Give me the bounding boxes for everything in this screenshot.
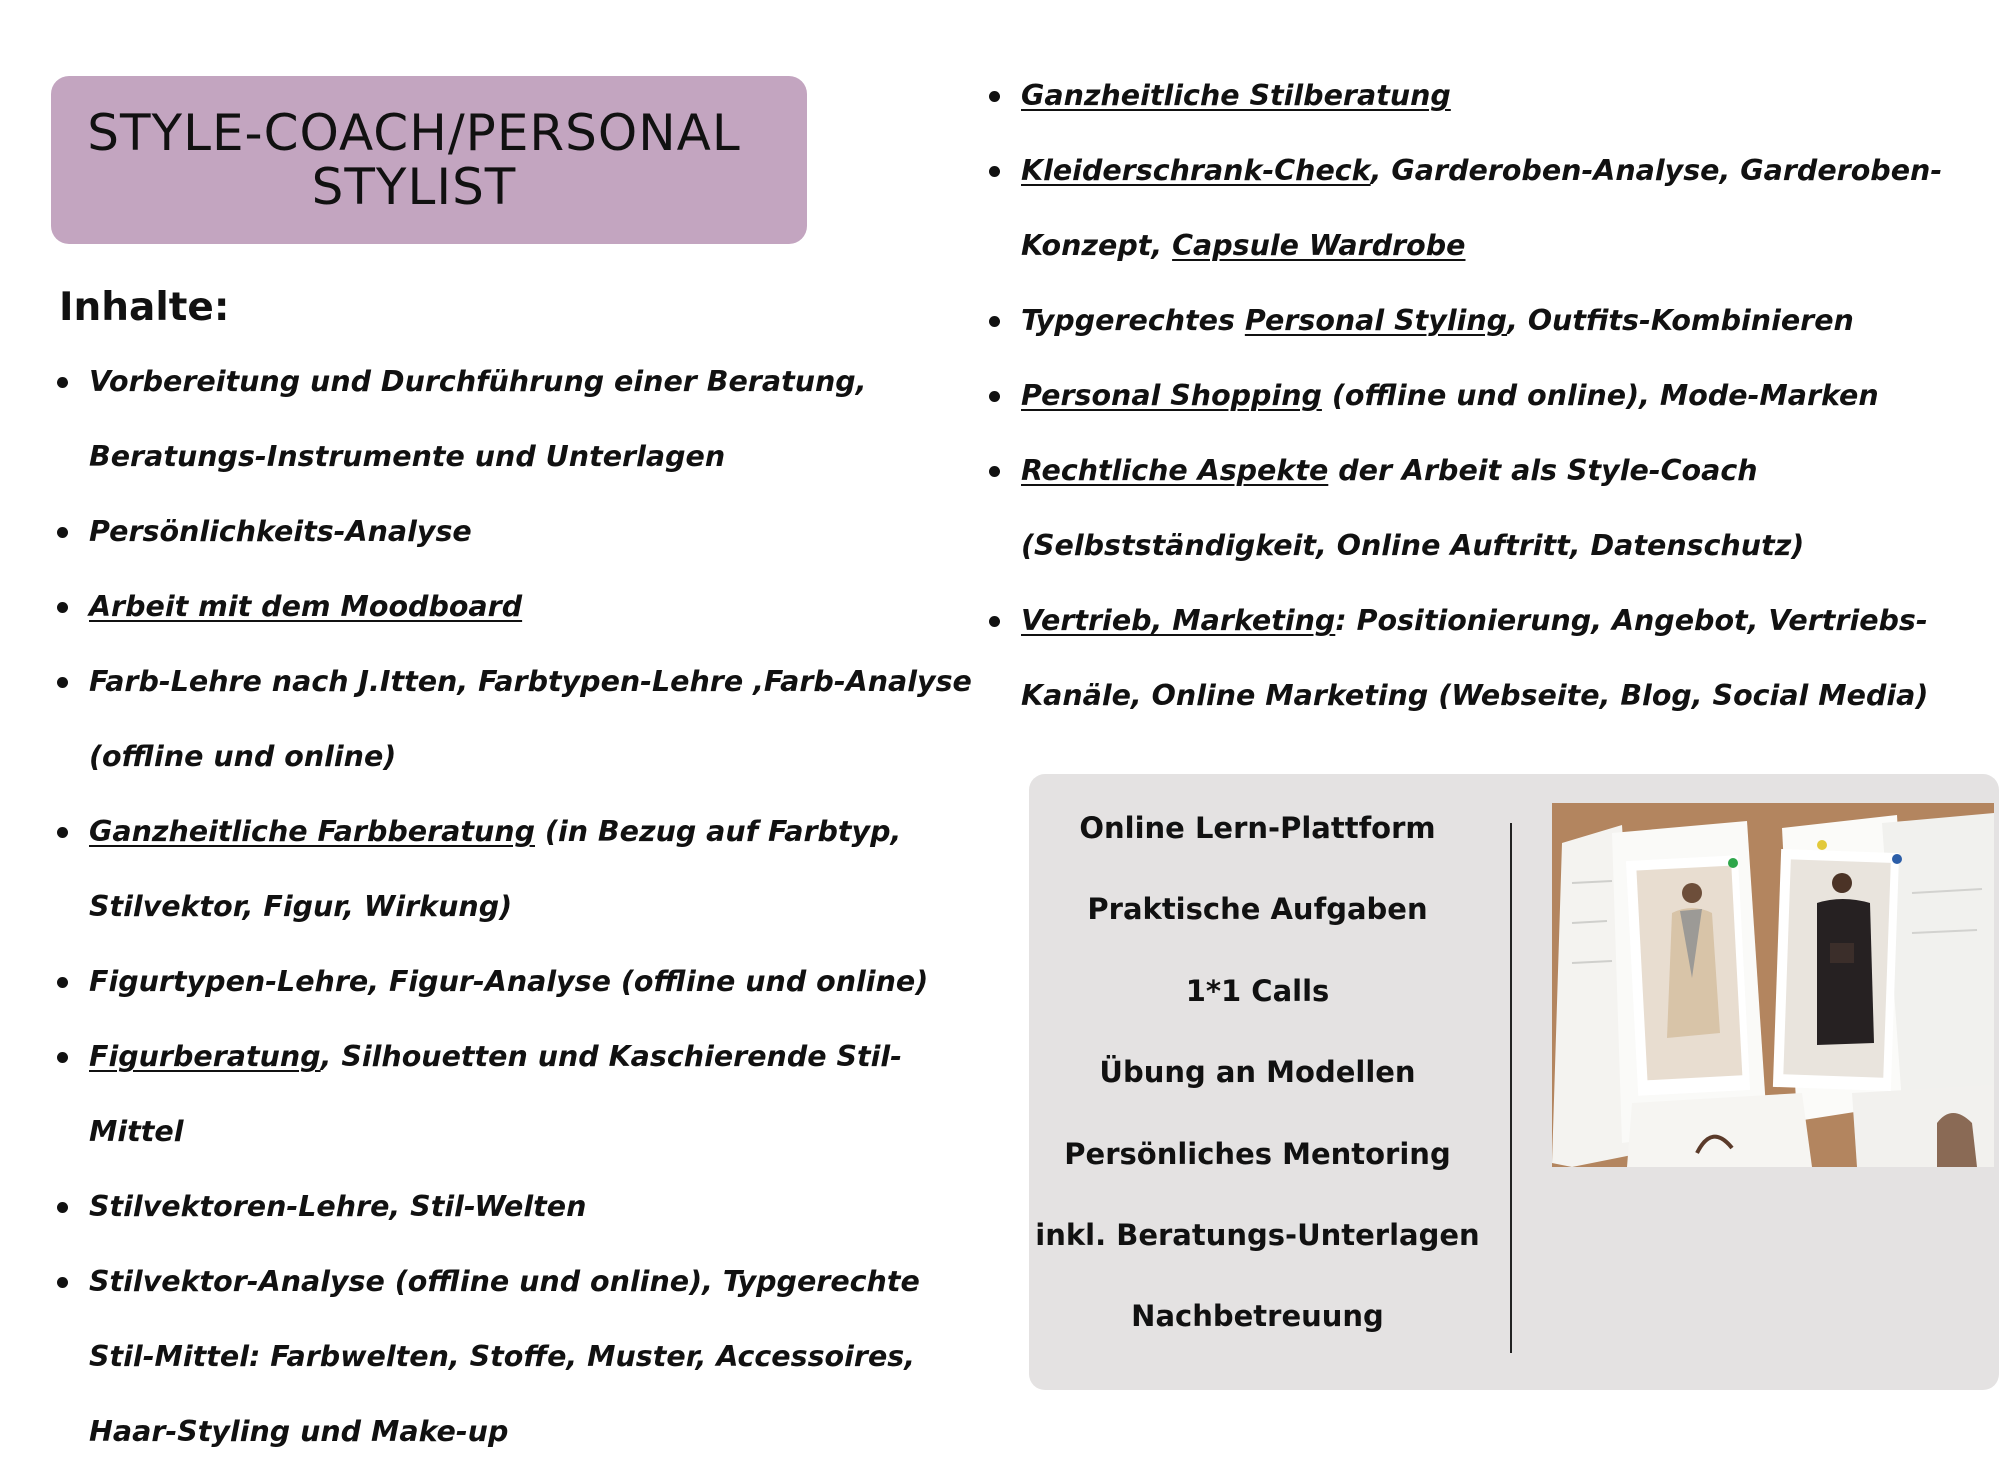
feature-item: Persönliches Mentoring [1064, 1136, 1451, 1171]
title-line-2: STYLIST [311, 158, 517, 216]
list-item [1021, 358, 1981, 433]
feature-item: Online Lern-Plattform [1079, 811, 1436, 845]
bullet-icon [57, 977, 68, 988]
bullet-icon [989, 166, 1000, 177]
list-item [89, 569, 979, 644]
bullet-icon [989, 466, 1000, 477]
bullet-icon [57, 602, 68, 613]
list-item-emphasis: Arbeit mit dem Moodboard [89, 590, 523, 623]
list-item [89, 644, 979, 794]
contents-heading: Inhalte: [59, 285, 230, 330]
feature-item: 1*1 Calls [1185, 973, 1330, 1008]
list-item-emphasis: Vertrieb, Marketing [1021, 604, 1336, 637]
list-item [1021, 433, 1981, 583]
list-item-emphasis: Ganzheitliche Farbberatung [89, 815, 535, 848]
contents-list-right [1021, 58, 1981, 733]
list-item-text: der Arbeit als Style-Coach (Selbstständigkeit, Online Auftritt, Datenschutz) [1021, 454, 1805, 562]
list-item [1021, 133, 1981, 283]
panel-divider [1510, 823, 1512, 1353]
title-box [51, 76, 807, 244]
bullet-icon [989, 91, 1000, 102]
moodboard-photo [1552, 803, 1994, 1167]
bullet-icon [989, 616, 1000, 627]
list-item-emphasis: Rechtliche Aspekte [1021, 454, 1329, 487]
title-line-1: STYLE-COACH/PERSONAL [87, 104, 741, 162]
list-item-emphasis: Personal Styling [1244, 304, 1508, 337]
list-item [89, 1244, 979, 1469]
list-item-emphasis: Ganzheitliche Stilberatung [1021, 79, 1451, 112]
bullet-icon [57, 827, 68, 838]
list-item-text: Typgerechtes [1021, 304, 1245, 337]
feature-item: Praktische Aufgaben [1087, 892, 1428, 927]
list-item-emphasis: Personal Shopping [1021, 379, 1322, 412]
list-item-text: , Outfits-Kombinieren [1507, 304, 1854, 337]
list-item [1021, 283, 1981, 358]
bullet-icon [57, 527, 68, 538]
feature-item: Nachbetreuung [1131, 1299, 1384, 1334]
list-item-text: Farb-Lehre nach J.Itten, Farbtypen-Lehre ,Farb-Analyse (offline und online) [89, 665, 972, 773]
page-title [84, 106, 744, 214]
list-item-emphasis: Kleiderschrank-Check [1021, 154, 1371, 187]
feature-item: Übung an Modellen [1099, 1055, 1416, 1090]
moodboard-image [1552, 803, 1994, 1167]
list-item [1021, 58, 1981, 133]
list-item-text: Stilvektor-Analyse (offline und online), Typgerechte Stil-Mittel: Farbwelten, Stoffe, Muster, Accessoires, Haar-Styling und Make-up [89, 1265, 920, 1448]
list-item-text: , Silhouetten und Kaschierende Stil-Mittel [89, 1040, 903, 1148]
bullet-icon [989, 391, 1000, 402]
list-item-text: : Positionierung, Angebot, Vertriebs-Kanäle, Online Marketing (Webseite, Blog, Social Media) [1021, 604, 1929, 712]
list-item [89, 1169, 979, 1244]
bullet-icon [57, 377, 68, 388]
feature-item: inkl. Beratungs-Unterlagen [1035, 1218, 1480, 1253]
list-item-text: Vorbereitung und Durchführung einer Beratung, Beratungs-Instrumente und Unterlagen [89, 365, 867, 473]
list-item [89, 794, 979, 944]
list-item-text: Persönlichkeits-Analyse [89, 515, 472, 548]
list-item-text: Figurtypen-Lehre, Figur-Analyse (offline und online) [89, 965, 929, 998]
list-item-text: , Garderoben-Analyse, Garderoben-Konzept, [1021, 154, 1943, 262]
list-item [89, 1019, 979, 1169]
list-item-emphasis: Figurberatung [89, 1040, 321, 1073]
list-item-text: (in Bezug auf Farbtyp, Stilvektor, Figur, Wirkung) [89, 815, 902, 923]
list-item [89, 494, 979, 569]
list-item [1021, 583, 1981, 733]
bullet-icon [57, 1052, 68, 1063]
contents-list-left [89, 344, 979, 1469]
features-list [1029, 788, 1486, 1358]
bullet-icon [57, 1202, 68, 1213]
list-item-text: (offline und online), Mode-Marken [1321, 379, 1879, 412]
list-item-text: Stilvektoren-Lehre, Stil-Welten [89, 1190, 587, 1223]
bullet-icon [989, 316, 1000, 327]
bullet-icon [57, 1277, 68, 1288]
list-item [89, 344, 979, 494]
bullet-icon [57, 677, 68, 688]
list-item-emphasis: Capsule Wardrobe [1172, 229, 1466, 262]
list-item [89, 944, 979, 1019]
